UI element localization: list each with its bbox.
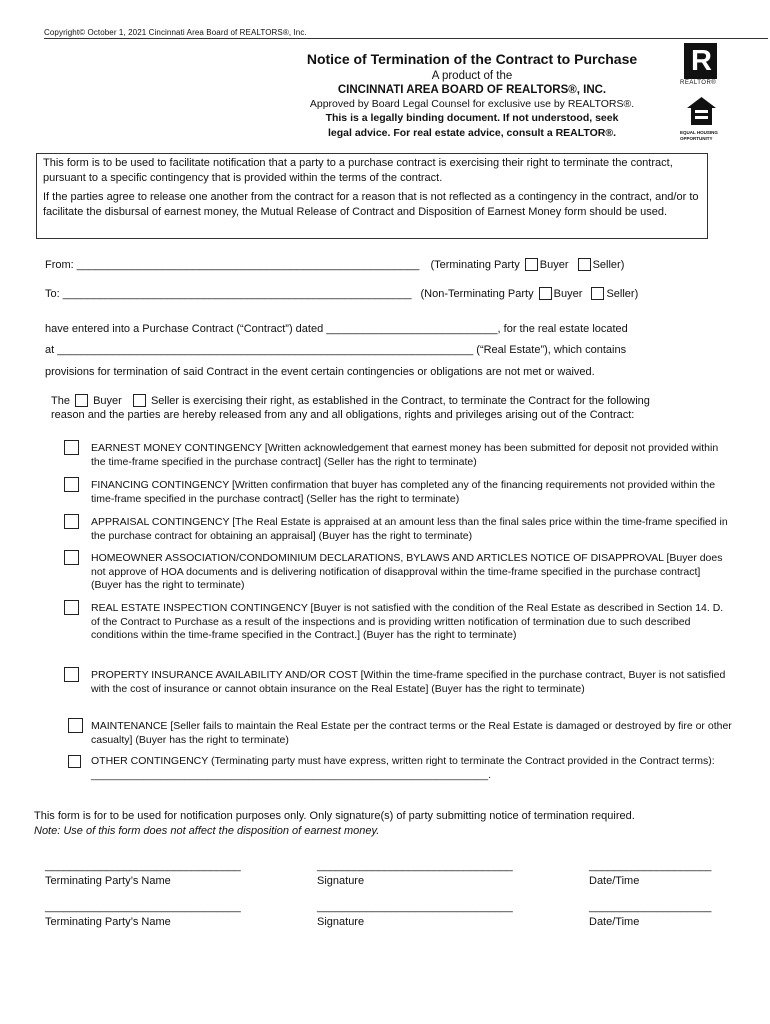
contingency-appraisal: APPRAISAL CONTINGENCY [The Real Estate is appraised at an amount less than the final sales price within the time-frame specified in the purchase contract for obtaining an appraisal] (Buyer has the right to terminate) — [64, 516, 734, 543]
contingency-checkbox[interactable] — [64, 514, 79, 529]
contingency-checkbox[interactable] — [64, 600, 79, 615]
name-line-1[interactable]: ________________________________ — [45, 860, 241, 872]
contract-date-line[interactable]: have entered into a Purchase Contract (“Contract”) dated ____________________________, for the real estate located — [45, 323, 628, 335]
to-line: To: _________________________________________________________ (Non-Terminating Party Buyer Seller) — [45, 288, 639, 300]
intro-paragraph-2: If the parties agree to release one another from the contract for a reason that is not reflected as a contingency in the contract, and/or to facilitate the disbursal of earnest money, the Mutual Release of Contract and Disposition of Earnest Money form should be used. — [43, 191, 699, 218]
date-line-1[interactable]: ____________________ — [589, 860, 712, 872]
intro-paragraph-1: This form is to be used to facilitate notification that a party to a purchase contract is exercising their right to terminate the contract, pursuant to a specific contingency that is provided within the terms of the contract. — [43, 157, 673, 184]
form-title: Notice of Termination of the Contract to Purchase — [306, 51, 638, 67]
party-line-2: reason and the parties are hereby released from any and all obligations, rights and privileges arising out of the Contract: — [51, 409, 635, 421]
contingency-checkbox[interactable] — [64, 667, 79, 682]
realtor-logo-text: REALTOR® — [680, 80, 717, 86]
top-rule — [44, 38, 768, 39]
equal-housing-icon — [686, 96, 717, 127]
signature-label-1: Signature — [317, 875, 365, 887]
party-buyer-checkbox[interactable] — [75, 394, 88, 407]
contingency-hoa: HOMEOWNER ASSOCIATION/CONDOMINIUM DECLARATIONS, BYLAWS AND ARTICLES NOTICE OF DISAPPROVAL [Buyer does not approve of HOA documents and is delivering notification of disapproval within the time-frame specified in the purchase contract] (Buyer has the right to terminate) — [64, 552, 734, 593]
to-seller-checkbox[interactable] — [591, 287, 604, 300]
intro-box — [36, 153, 708, 239]
contingency-checkbox[interactable] — [64, 477, 79, 492]
date-line-2[interactable]: ____________________ — [589, 901, 712, 913]
date-label-2: Date/Time — [589, 916, 640, 928]
footer-note: Note: Use of this form does not affect the disposition of earnest money. — [34, 825, 380, 837]
contingency-financing: FINANCING CONTINGENCY [Written confirmation that buyer has completed any of the financing requirements not provided within the time-frame specified in the purchase contract] (Seller has the right to terminate) — [64, 479, 734, 506]
product-of: A product of the — [431, 70, 513, 82]
from-line: From: ________________________________________________________ (Terminating Party Buyer Seller) — [45, 259, 625, 271]
contingency-checkbox[interactable] — [64, 440, 79, 455]
organization-name: CINCINNATI AREA BOARD OF REALTORS®, INC. — [337, 84, 607, 96]
contingency-earnest-money: EARNEST MONEY CONTINGENCY [Written acknowledgement that earnest money has been submitted for deposit not provided within the time-frame specified in the purchase contract] (Seller has the right to terminate) — [64, 442, 734, 469]
party-line: The Buyer Seller is exercising their right, as established in the Contract, to terminate the Contract for the following — [51, 395, 650, 407]
signature-label-2: Signature — [317, 916, 365, 928]
name-label-1: Terminating Party’s Name — [45, 875, 171, 887]
contingency-other: OTHER CONTINGENCY (Terminating party must have express, written right to terminate the Contract provided in the Contract terms): ____________________________________________________________________. — [64, 755, 734, 782]
from-buyer-checkbox[interactable] — [525, 258, 538, 271]
approval-note: Approved by Board Legal Counsel for exclusive use by REALTORS®. — [309, 98, 635, 110]
contingency-checkbox[interactable] — [68, 718, 83, 733]
contingency-checkbox[interactable] — [64, 550, 79, 565]
signature-line-1[interactable]: ________________________________ — [317, 860, 513, 872]
provisions-line: provisions for termination of said Contract in the event certain contingencies or obligations are not met or waived. — [45, 366, 595, 378]
contingency-insurance: PROPERTY INSURANCE AVAILABILITY AND/OR COST [Within the time-frame specified in the purchase contract, Buyer is not satisfied with the cost of insurance or cannot obtain insurance on the Real Estate] (Buyer has the right to terminate) — [64, 669, 734, 696]
from-seller-checkbox[interactable] — [578, 258, 591, 271]
party-seller-checkbox[interactable] — [133, 394, 146, 407]
binding-notice-2: legal advice. For real estate advice, consult a REALTOR®. — [327, 127, 617, 139]
footer-notice: This form is for to be used for notification purposes only. Only signature(s) of party submitting notice of termination required. Note: Use of this form does not affect the disposition of earnest money. — [34, 810, 635, 837]
contingency-inspection: REAL ESTATE INSPECTION CONTINGENCY [Buyer is not satisfied with the condition of the Real Estate as described in Section 14. D. of the Contract to Purchase as a result of the inspections and is providing written notification of termination due to such described conditions within the time-frame specified in the Contract.] (Buyer has the right to terminate) — [64, 602, 734, 643]
date-label-1: Date/Time — [589, 875, 640, 887]
equal-housing-text: EQUAL HOUSING OPPORTUNITY — [680, 130, 718, 141]
from-field[interactable]: From: ________________________________________________________ — [45, 259, 420, 271]
real-estate-line[interactable]: at ____________________________________________________________________ (“Real Estate”), which contains — [45, 344, 627, 356]
contingency-maintenance: MAINTENANCE [Seller fails to maintain the Real Estate per the contract terms or the Real Estate is damaged or destroyed by fire or other casualty] (Buyer has the right to terminate) — [64, 720, 734, 747]
signature-line-2[interactable]: ________________________________ — [317, 901, 513, 913]
to-buyer-checkbox[interactable] — [539, 287, 552, 300]
name-line-2[interactable]: ________________________________ — [45, 901, 241, 913]
copyright-notice: Copyright© October 1, 2021 Cincinnati Area Board of REALTORS®, Inc. — [44, 28, 307, 37]
form-header — [232, 51, 712, 140]
contingency-checkbox[interactable] — [68, 755, 81, 768]
name-label-2: Terminating Party’s Name — [45, 916, 171, 928]
to-field[interactable]: To: _________________________________________________________ — [45, 288, 412, 300]
realtor-logo-icon: R — [684, 43, 717, 79]
binding-notice-1: This is a legally binding document. If not understood, seek — [325, 112, 619, 124]
